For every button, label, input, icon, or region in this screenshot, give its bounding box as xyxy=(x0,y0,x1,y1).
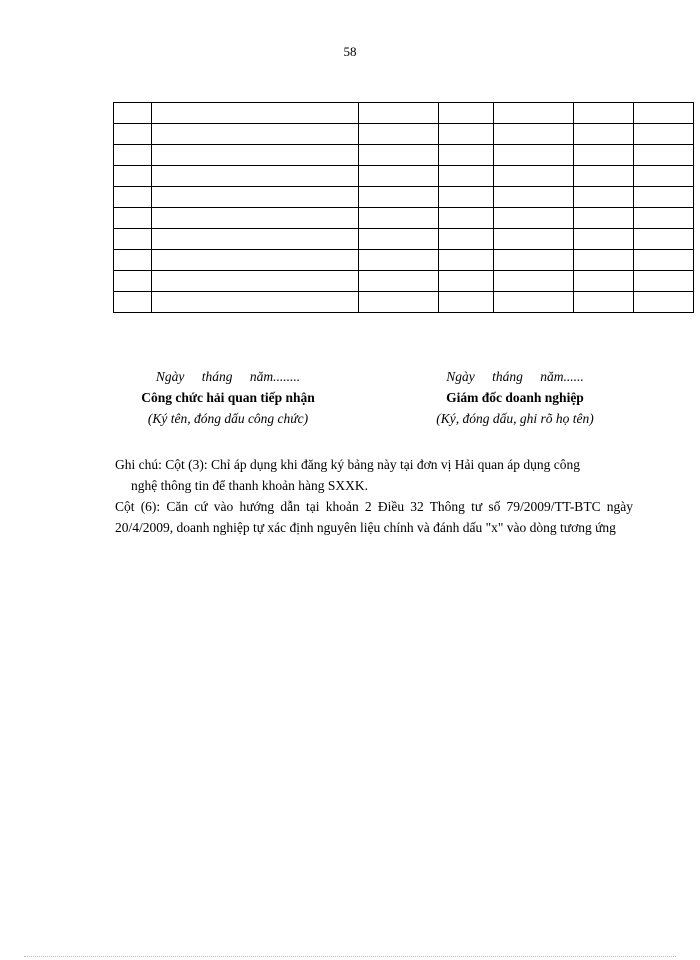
table-cell xyxy=(114,208,152,229)
table-cell xyxy=(359,187,439,208)
director-date-line: Ngày tháng năm...... xyxy=(446,369,584,384)
table-cell xyxy=(359,271,439,292)
table-row xyxy=(114,103,694,124)
table-cell xyxy=(494,145,574,166)
table-row xyxy=(114,250,694,271)
table-cell xyxy=(494,187,574,208)
table-cell xyxy=(439,166,494,187)
table-cell xyxy=(152,187,359,208)
table-row xyxy=(114,292,694,313)
table-cell xyxy=(114,229,152,250)
table-cell xyxy=(574,271,634,292)
table-cell xyxy=(439,145,494,166)
table-cell xyxy=(634,229,694,250)
table-cell xyxy=(439,187,494,208)
table-cell xyxy=(494,166,574,187)
table-cell xyxy=(439,124,494,145)
table-cell xyxy=(439,292,494,313)
note-column-3-line2: nghệ thông tin để thanh khoản hàng SXXK. xyxy=(131,478,368,493)
table-cell xyxy=(439,208,494,229)
table-cell xyxy=(114,271,152,292)
table-cell xyxy=(152,208,359,229)
table-cell xyxy=(574,166,634,187)
table-cell xyxy=(494,103,574,124)
page-number: 58 xyxy=(343,44,357,59)
note-column-6: Cột (6): Căn cứ vào hướng dẫn tại khoản 2 Điều 32 Thông tư số 79/2009/TT-BTC ngày 20/4/2009, doanh nghiệp tự xác định nguyên liệu chính và đánh dấu "x" vào dòng tương ứng xyxy=(115,499,633,535)
table-cell xyxy=(439,271,494,292)
table-cell xyxy=(152,271,359,292)
table-cell xyxy=(359,229,439,250)
note-column-3-line1: Ghi chú: Cột (3): Chỉ áp dụng khi đăng ký bảng này tại đơn vị Hải quan áp dụng công xyxy=(115,457,580,472)
table-cell xyxy=(114,145,152,166)
table-cell xyxy=(114,292,152,313)
customs-officer-signature-block xyxy=(113,366,343,429)
table-cell xyxy=(114,124,152,145)
table-row xyxy=(114,271,694,292)
table-cell xyxy=(359,145,439,166)
table-cell xyxy=(359,292,439,313)
table-cell xyxy=(439,103,494,124)
table-row xyxy=(114,187,694,208)
table-cell xyxy=(152,124,359,145)
table-cell xyxy=(574,208,634,229)
table-row xyxy=(114,208,694,229)
table-row xyxy=(114,145,694,166)
table-cell xyxy=(574,292,634,313)
table-cell xyxy=(114,250,152,271)
table-cell xyxy=(634,145,694,166)
table-row xyxy=(114,124,694,145)
director-signature-block xyxy=(400,366,630,429)
table-body xyxy=(114,103,694,313)
notes-section xyxy=(115,454,633,538)
table-cell xyxy=(574,229,634,250)
table-row xyxy=(114,229,694,250)
table-cell xyxy=(359,250,439,271)
page-edge-divider xyxy=(24,956,676,957)
table-cell xyxy=(494,208,574,229)
table-cell xyxy=(574,124,634,145)
table-cell xyxy=(574,145,634,166)
table-cell xyxy=(574,250,634,271)
table-cell xyxy=(359,166,439,187)
table-cell xyxy=(494,229,574,250)
table-cell xyxy=(574,187,634,208)
table-cell xyxy=(152,292,359,313)
table-cell xyxy=(494,124,574,145)
table-cell xyxy=(359,103,439,124)
table-cell xyxy=(152,229,359,250)
table-cell xyxy=(439,250,494,271)
table-cell xyxy=(152,250,359,271)
customs-officer-title: Công chức hải quan tiếp nhận xyxy=(141,390,315,405)
table-cell xyxy=(152,103,359,124)
table-cell xyxy=(634,271,694,292)
table-cell xyxy=(152,166,359,187)
customs-date-line: Ngày tháng năm........ xyxy=(155,369,301,384)
table-cell xyxy=(439,229,494,250)
table-cell xyxy=(634,187,694,208)
director-title: Giám đốc doanh nghiệp xyxy=(446,390,584,405)
table-cell xyxy=(114,103,152,124)
table-cell xyxy=(634,103,694,124)
blank-table xyxy=(113,102,694,313)
table-cell xyxy=(634,124,694,145)
table-row xyxy=(114,166,694,187)
note-column-3 xyxy=(115,454,633,496)
customs-signature-hint: (Ký tên, đóng dấu công chức) xyxy=(147,411,309,426)
table-cell xyxy=(494,250,574,271)
table-cell xyxy=(114,166,152,187)
table-cell xyxy=(574,103,634,124)
table-cell xyxy=(359,124,439,145)
director-signature-hint: (Ký, đóng dấu, ghi rõ họ tên) xyxy=(436,411,594,426)
table-cell xyxy=(634,166,694,187)
table-cell xyxy=(359,208,439,229)
table-cell xyxy=(634,250,694,271)
table-cell xyxy=(494,292,574,313)
table-cell xyxy=(634,292,694,313)
table-cell xyxy=(634,208,694,229)
table-cell xyxy=(114,187,152,208)
table-cell xyxy=(494,271,574,292)
table-cell xyxy=(152,145,359,166)
